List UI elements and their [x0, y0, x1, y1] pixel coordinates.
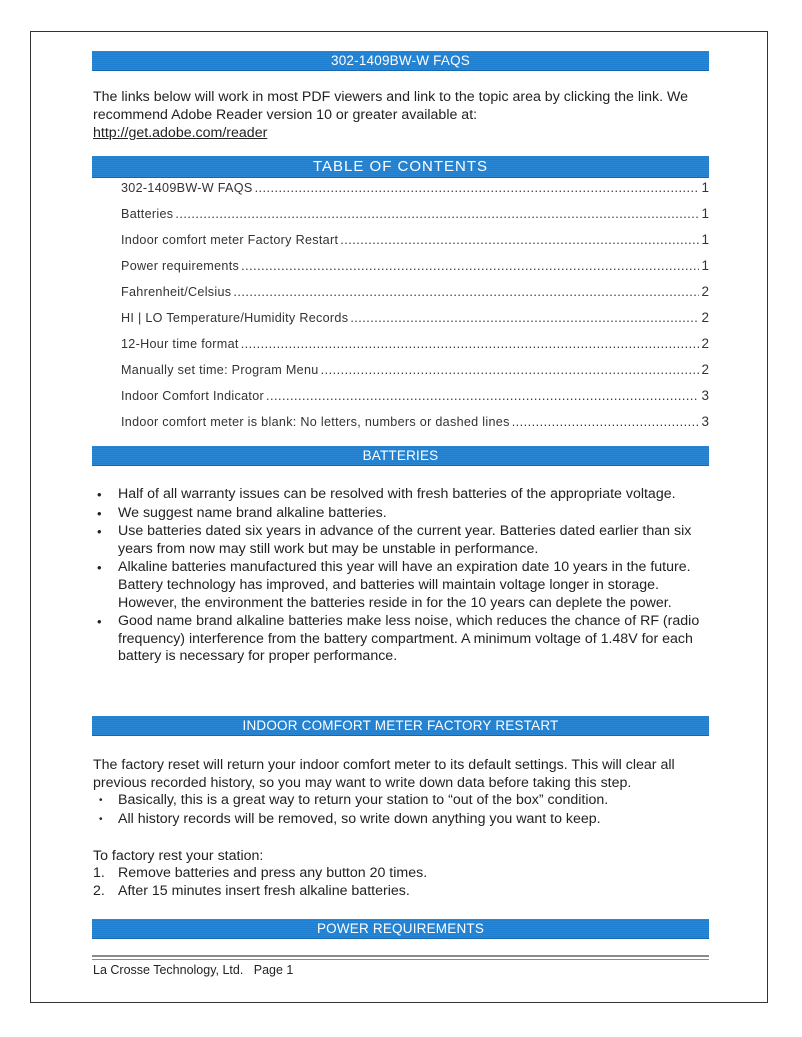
toc-item-page: 3 — [701, 388, 709, 403]
toc-item-label: 302-1409BW-W FAQS — [121, 181, 253, 195]
intro-paragraph — [93, 88, 713, 142]
toc-heading: TABLE OF CONTENTS — [92, 156, 709, 178]
footer-divider — [92, 959, 709, 960]
toc-item-page: 2 — [701, 284, 709, 299]
bullet-icon: • — [97, 560, 102, 576]
list-item: • Alkaline batteries manufactured this year will have an expiration date 10 years in the future. Battery technology has improved, and batteries will maintain voltage longer in storage. However, the environment the batteries reside in for the 10 years can deplete the power. — [97, 559, 691, 611]
bullet-icon: • — [97, 505, 102, 521]
list-item: • Half of all warranty issues can be resolved with fresh batteries of the appropriate voltage. — [97, 486, 676, 502]
toc-item[interactable] — [121, 232, 709, 248]
restart-intro: The factory reset will return your indoor comfort meter to its default settings. This will clear all previous recorded history, so you may want to write down data before taking this step. — [93, 757, 675, 791]
batteries-list — [93, 486, 713, 667]
page-title: 302-1409BW-W FAQS — [92, 51, 709, 71]
toc-item-label: Indoor comfort meter is blank: No letters, numbers or dashed lines — [121, 415, 510, 429]
toc-item-label: Indoor comfort meter Factory Restart — [121, 233, 339, 247]
list-item: • We suggest name brand alkaline batteries. — [97, 504, 387, 521]
list-item: 2. After 15 minutes insert fresh alkaline batteries. — [93, 882, 410, 899]
restart-list — [93, 792, 713, 829]
toc-item[interactable] — [121, 362, 709, 378]
toc-item-page: 1 — [701, 258, 709, 273]
bullet-icon: • — [97, 487, 102, 502]
steps-list — [93, 865, 713, 900]
toc-item[interactable] — [121, 284, 709, 300]
bullet-icon: • — [97, 524, 102, 540]
power-requirements-heading: POWER REQUIREMENTS — [92, 919, 709, 939]
bullet-icon: • — [99, 813, 103, 825]
toc-item-label: 12-Hour time format — [121, 337, 239, 351]
steps-intro: To factory rest your station: — [93, 848, 264, 864]
toc-item[interactable] — [121, 388, 709, 404]
toc-item-page: 1 — [701, 232, 709, 247]
toc-item[interactable] — [121, 310, 709, 326]
intro-text: The links below will work in most PDF viewers and link to the topic area by clicking the link. We recommend Adobe Reader version 10 or greater available at: — [93, 89, 689, 123]
footer-divider — [92, 955, 709, 957]
toc-item-page: 1 — [701, 180, 709, 195]
factory-restart-heading: INDOOR COMFORT METER FACTORY RESTART — [92, 716, 709, 736]
bullet-icon: • — [97, 614, 102, 630]
toc-item-label: Indoor Comfort Indicator — [121, 389, 264, 403]
bullet-icon: • — [99, 795, 103, 806]
toc-item[interactable] — [121, 258, 709, 274]
toc-item-page: 2 — [701, 362, 709, 377]
toc-item-label: Manually set time: Program Menu — [121, 363, 319, 377]
adobe-reader-link[interactable]: http://get.adobe.com/reader — [93, 125, 268, 141]
toc-item-page: 1 — [701, 206, 709, 221]
toc-item-page: 2 — [701, 336, 709, 351]
list-item: • Good name brand alkaline batteries make less noise, which reduces the chance of RF (radio frequency) interference from the battery compartment. A minimum voltage of 1.48V for each battery is necessary for proper performance. — [97, 613, 700, 665]
toc-item-page: 2 — [701, 310, 709, 325]
list-item: • Basically, this is a great way to return your station to “out of the box” condition. — [99, 792, 609, 808]
toc-item[interactable] — [121, 206, 709, 222]
list-item: • Use batteries dated six years in advance of the current year. Batteries dated earlier than six years from now may still work but may be unstable in performance. — [97, 523, 692, 557]
batteries-heading: BATTERIES — [92, 446, 709, 466]
toc-item-label: Batteries — [121, 207, 174, 221]
toc-item-label: Fahrenheit/Celsius — [121, 285, 232, 299]
toc-item[interactable] — [121, 414, 709, 430]
toc-item[interactable] — [121, 336, 709, 352]
toc-item[interactable] — [121, 180, 709, 196]
list-item: • All history records will be removed, so write down anything you want to keep. — [99, 810, 601, 827]
toc-item-page: 3 — [701, 414, 709, 429]
list-item: 1. Remove batteries and press any button 20 times. — [93, 865, 428, 881]
page-footer: La Crosse Technology, Ltd. Page 1 — [93, 963, 294, 977]
toc-item-label: Power requirements — [121, 259, 240, 273]
toc-item-label: HI | LO Temperature/Humidity Records — [121, 311, 349, 325]
